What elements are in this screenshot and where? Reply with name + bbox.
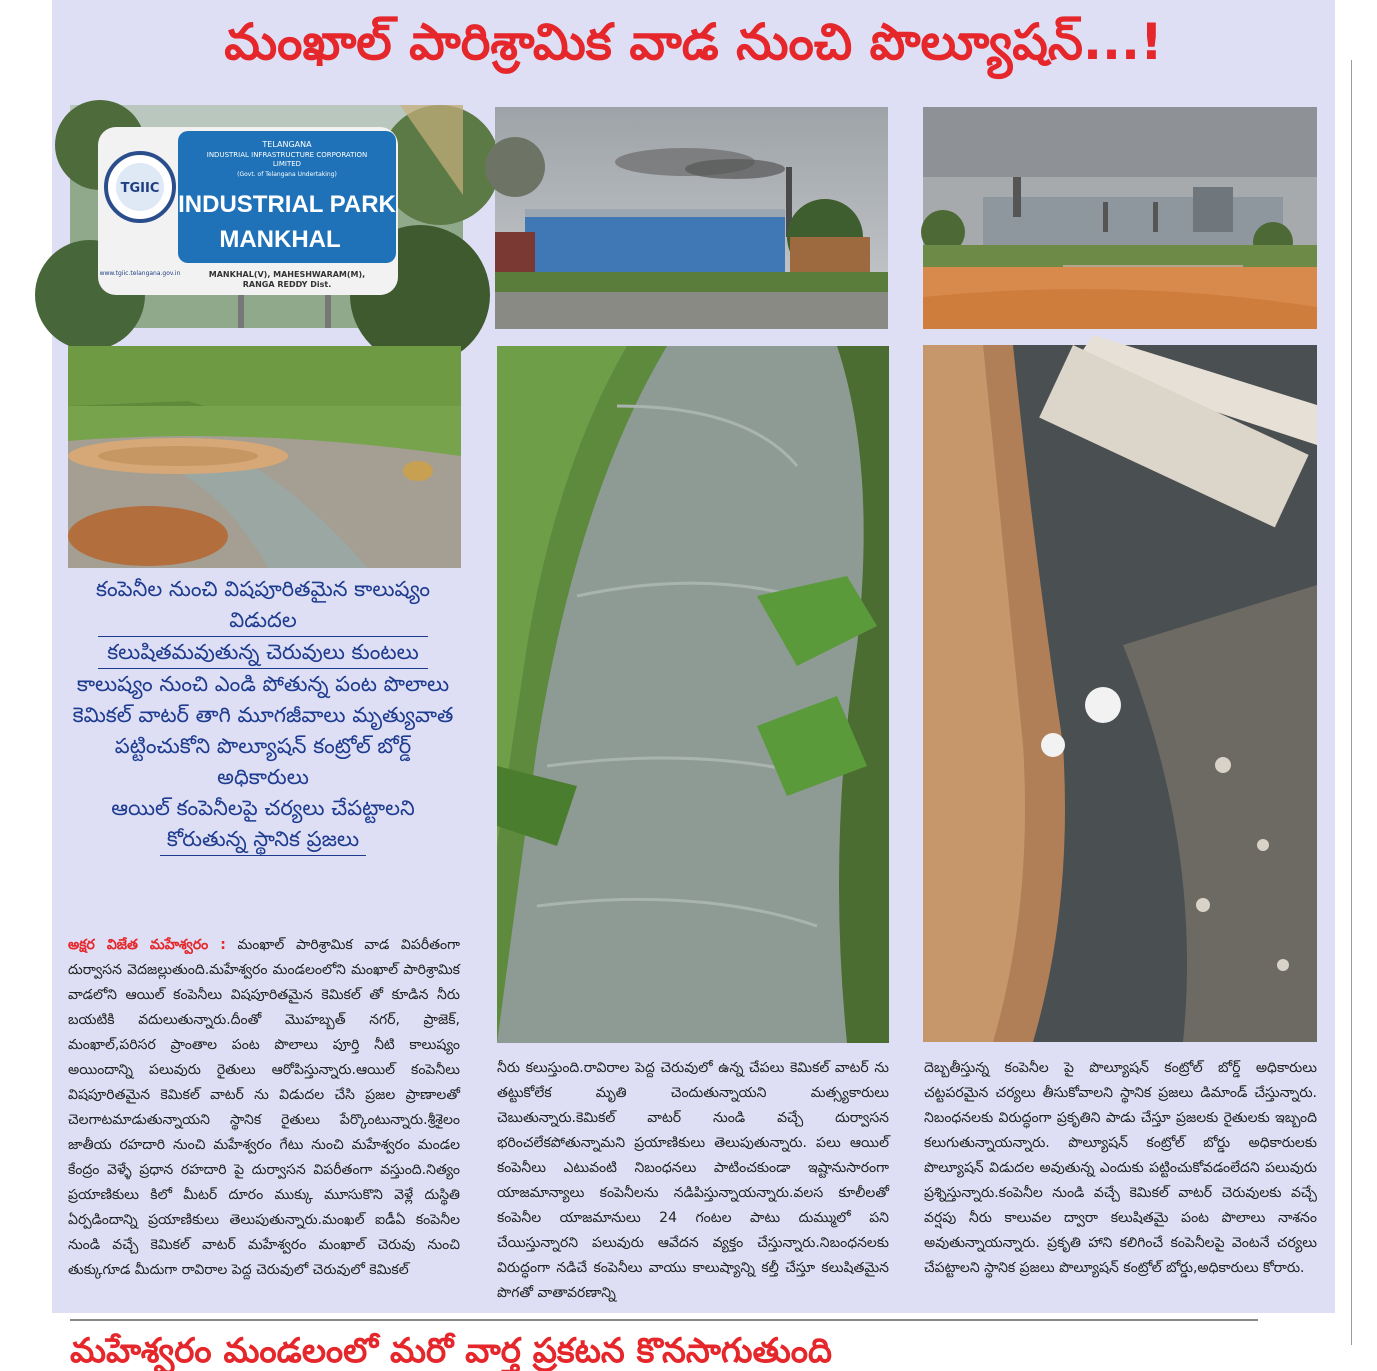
headline: మంఖాల్ పారిశ్రామిక వాడ నుంచి పొల్యూషన్...! xyxy=(224,13,1163,71)
article-column-3 xyxy=(924,1056,1317,1281)
subheadline-2: కలుషితమవుతున్న చెరువులు కుంటలు xyxy=(107,640,419,664)
photo-industrial-park-sign xyxy=(70,105,463,328)
article-column-1 xyxy=(68,933,460,1283)
sign-line-4: (Govt. of Telangana Undertaking) xyxy=(237,171,337,178)
subheadline-3: కాలుష్యం నుంచి ఎండి పోతున్న పంట పొలాలు xyxy=(76,672,450,696)
subheadline-4: కెమికల్ వాటర్ తాగి మూగజీవాలు మృత్యువాత xyxy=(72,703,454,727)
article-text-1: మంఖాల్ పారిశ్రామిక వాడ విపరీతంగా దుర్వాసన వెదజల్లుతుంది.మహేశ్వరం మండలంలోని మంఖాల్ పారిశ్రామిక వాడలోని ఆయిల్ కంపెనీలు విషపూరితమైన కెమికల్ తో కూడిన నీరు బయటికి వదులుతున్నారు.దీంతో మొహబ్బత్ నగర్, ప్రాజెక్, మంఖాల్,పరిసర ప్రాంతాల పంట పొలాలు పూర్తి నీటి కాలుష్యం అయిందాన్ని పలువురు రైతులు ఆరోపిస్తున్నారు.ఆయిల్ కంపెనీలు విషపూరితమైన కెమికల్ వాటర్ ను విడుదల చేసి ప్రజల ప్రాణాలతో చెలగాటమాడుతున్నాయని స్థానిక రైతులు పేర్కొంటున్నారు.శ్రీశైలం జాతీయ రహదారి నుంచి మహేశ్వరం గేటు నుంచి మహేశ్వరం మండల కేంద్రం వెళ్ళే ప్రధాన రహదారి పై దుర్వాసన విపరీతంగా వస్తుంది.నిత్యం ప్రయాణికులు కిలో మీటర్ దూరం ముక్కు మూసుకొని వెళ్లే దుస్థితి ఏర్పడిందాన్ని ప్రయాణికులు తెలుపుతున్నారు.మంఖల్ ఐడీఏ కంపెనీల నుండి వచ్చే కెమికల్ వాటర్ మహేశ్వరం మంఖాల్ చెరువు నుంచి తుక్కుగూడ మీదుగా రావిరాల పెద్ద చెరువులో చెరువులో కెమికల్ xyxy=(68,937,461,1278)
photo-industrial-plant xyxy=(923,107,1317,329)
sign-title-1: INDUSTRIAL PARK xyxy=(178,191,396,218)
byline: అక్షర విజేత మహేశ్వరం : xyxy=(68,937,226,953)
column-divider xyxy=(1351,60,1352,1345)
sign-address-2: RANGA REDDY Dist. xyxy=(242,280,332,289)
sign-website: www.tgiic.telangana.gov.in xyxy=(99,270,181,277)
article-column-2 xyxy=(497,1056,889,1306)
subheadlines xyxy=(70,574,456,856)
sign-line-2: INDUSTRIAL INFRASTRUCTURE CORPORATION xyxy=(206,151,368,159)
photo-factory-smoke xyxy=(495,107,888,329)
sign-line-3: LIMITED xyxy=(272,160,302,168)
subheadline-6: ఆయిల్ కంపెనీలపై చర్యలు చేపట్టాలని కోరుతున్న స్థానిక ప్రజలు xyxy=(111,796,415,851)
subheadline-1: కంపెనీల నుంచి విషపూరితమైన కాలుష్యం విడుదల xyxy=(96,577,430,632)
photo-drain-pipe-water xyxy=(923,345,1317,1042)
tgiic-logo-text: TGIIC xyxy=(120,181,160,196)
photo-polluted-stream xyxy=(68,346,461,568)
subheadline-5: పట్టించుకోని పొల్యూషన్ కంట్రోల్ బోర్డ్ అధికారులు xyxy=(114,734,412,789)
article-text-3: దెబ్బతీస్తున్న కంపెనీల పై పొల్యూషన్ కంట్రోల్ బోర్డ్ అధికారులు చట్టపరమైన చర్యలు తీసుకోవాలని స్థానిక ప్రజలు డిమాండ్ చేస్తున్నారు. నిబంధనలకు విరుద్ధంగా ప్రకృతిని పాడు చేస్తూ ప్రజలకు రైతులకు ఇబ్బంది కలుగుతున్నాయన్నారు. పొల్యూషన్ కంట్రోల్ బోర్డు అధికారులకు పొల్యూషన్ విడుదల అవుతున్న ఎందుకు పట్టించుకోవడంలేదని పలువురు ప్రశ్నిస్తున్నారు.కంపెనీల నుండి వచ్చే కెమికల్ వాటర్ చెరువులకు వచ్చే వర్షపు నీరు కాలువల ద్వారా కలుషితమై పంట పొలాలు నాశనం అవుతున్నాయన్నారు. ప్రకృతి హాని కలిగించే కంపెనీలపై వెంటనే చర్యలు చేపట్టాలని స్థానిక ప్రజలు పొల్యూషన్ కంట్రోల్ బోర్డు,అధికారులు కోరారు. xyxy=(924,1060,1317,1276)
sign-line-1: TELANGANA xyxy=(262,140,312,149)
sign-address-1: MANKHAL(V), MAHESHWARAM(M), xyxy=(208,270,366,279)
article-text-2: నీరు కలుస్తుంది.రావిరాల పెద్ద చెరువులో ఉన్న చేపలు కెమికల్ వాటర్ ను తట్టుకోలేక మృతి చెందుతున్నాయని మత్స్యకారులు చెబుతున్నారు.కెమికల్ వాటర్ నుండి వచ్చే దుర్వాసన భరించలేకపోతున్నామని ప్రయాణికులు తెలుపుతున్నారు. పలు ఆయిల్ కంపెనీలు ఎటువంటి నిబంధనలు పాటించకుండా ఇష్టానుసారంగా యాజమాన్యాలు కంపెనీలను నడిపిస్తున్నాయన్నారు.వలస కూలీలతో కంపెనీల యాజమానులు 24 గంటల పాటు దుమ్ములో పని చేయిస్తున్నారని పలువురు ఆవేదన వ్యక్తం చేస్తున్నారు.నిబంధనలకు విరుద్ధంగా నడిచే కంపెనీలు వాయు కాలుష్యాన్ని కల్తీ చేస్తూ కలుషితమైన పొగతో వాతావరణాన్ని xyxy=(497,1060,889,1301)
sign-title-2: MANKHAL xyxy=(219,226,341,253)
photo-chemical-water-canal xyxy=(497,346,889,1043)
subheadline-divider xyxy=(160,855,366,856)
next-article-headline: మహేశ్వరం మండలంలో మరో వార్త ప్రకటన కొనసాగుతుంది xyxy=(70,1331,832,1371)
page-bottom-rule xyxy=(70,1319,1258,1321)
